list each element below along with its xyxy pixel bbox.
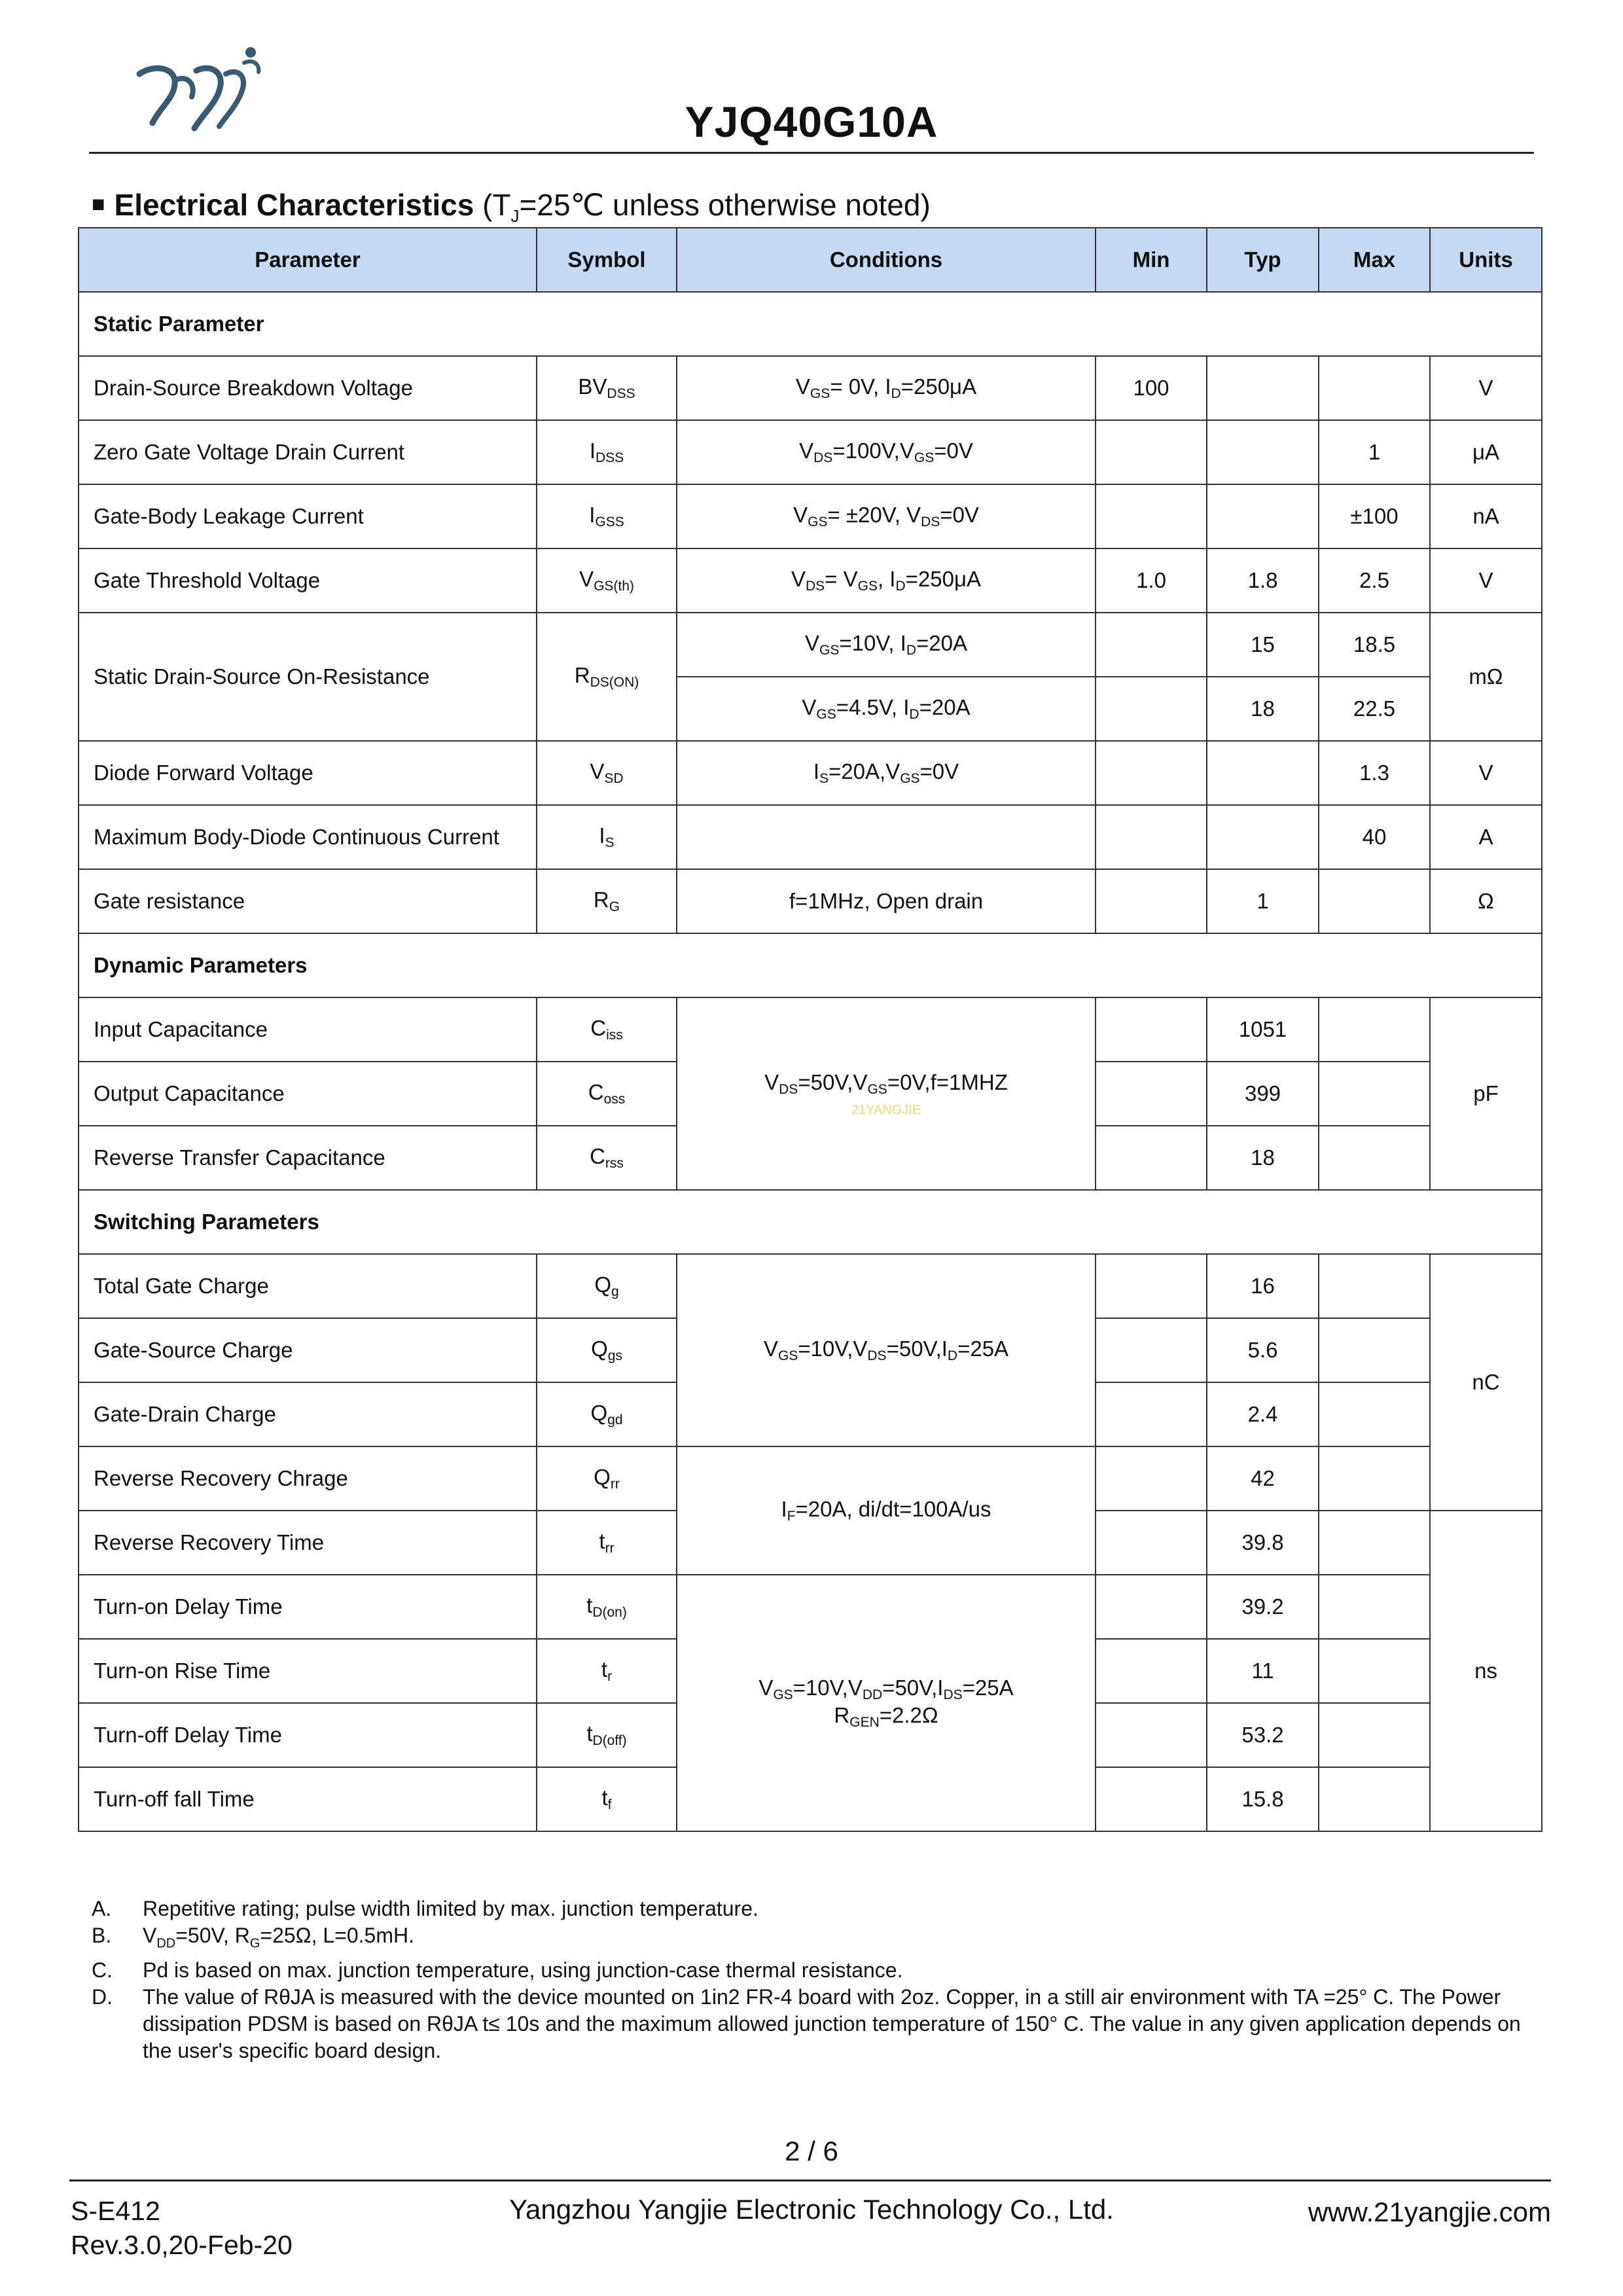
table-header-row xyxy=(79,228,1542,292)
symbol-cell: $Q_{gd}$ xyxy=(537,1382,677,1446)
condition-cell: $V_{GS}=10V,V_{DS}=50V,I_D=25A$ xyxy=(677,1254,1096,1446)
max-cell xyxy=(1319,1126,1430,1190)
typ-cell: 2.4 xyxy=(1207,1382,1319,1446)
section-label: Static Parameter xyxy=(79,292,1542,356)
symbol-cell: $BV_{DSS}$ xyxy=(537,356,677,420)
max-cell: 1 xyxy=(1319,420,1430,484)
condition-cell xyxy=(677,805,1096,869)
param-cell: Drain-Source Breakdown Voltage xyxy=(79,356,537,420)
header-symbol: Symbol xyxy=(537,228,677,292)
footnote-a: A. Repetitive rating; pulse width limited by max. junction temperature. xyxy=(92,1897,758,1920)
company-name: Yangzhou Yangjie Electronic Technology Co., Ltd. xyxy=(509,2194,1114,2225)
header-divider xyxy=(89,152,1534,154)
header-typ: Typ xyxy=(1207,228,1319,292)
param-cell: Total Gate Charge xyxy=(79,1254,537,1318)
max-cell xyxy=(1319,1382,1430,1446)
symbol-cell: $t_f$ xyxy=(537,1767,677,1831)
table-row xyxy=(79,1575,1542,1639)
min-cell xyxy=(1096,1126,1207,1190)
max-cell: 1.3 xyxy=(1319,741,1430,805)
max-cell: 18.5 xyxy=(1319,613,1430,677)
symbol-cell: $t_{rr}$ xyxy=(537,1511,677,1575)
condition-cell: $V_{DS}=100V,V_{GS}=0V$ xyxy=(677,420,1096,484)
typ-cell: 16 xyxy=(1207,1254,1319,1318)
condition-cell: f=1MHz, Open drain xyxy=(677,869,1096,933)
min-cell xyxy=(1096,997,1207,1062)
param-cell: Turn-on Rise Time xyxy=(79,1639,537,1703)
symbol-cell: $I_{DSS}$ xyxy=(537,420,677,484)
units-cell: Ω xyxy=(1430,869,1542,933)
table-row xyxy=(79,548,1542,613)
typ-cell: 399 xyxy=(1207,1062,1319,1126)
max-cell xyxy=(1319,997,1430,1062)
doc-revision: Rev.3.0,20-Feb-20 xyxy=(71,2230,293,2260)
max-cell xyxy=(1319,1511,1430,1575)
typ-cell: 11 xyxy=(1207,1639,1319,1703)
symbol-cell: $V_{GS(th)}$ xyxy=(537,548,677,613)
min-cell xyxy=(1096,1382,1207,1446)
min-cell xyxy=(1096,677,1207,741)
table-row xyxy=(79,356,1542,420)
page-number: 2 / 6 xyxy=(785,2136,838,2166)
max-cell xyxy=(1319,1575,1430,1639)
max-cell xyxy=(1319,1318,1430,1382)
units-cell: nC xyxy=(1430,1254,1542,1511)
min-cell xyxy=(1096,741,1207,805)
typ-cell xyxy=(1207,741,1319,805)
units-cell: mΩ xyxy=(1430,613,1542,741)
units-cell: A xyxy=(1430,805,1542,869)
typ-cell: 53.2 xyxy=(1207,1703,1319,1767)
header-conditions: Conditions xyxy=(677,228,1096,292)
typ-cell: 39.2 xyxy=(1207,1575,1319,1639)
units-cell: V xyxy=(1430,356,1542,420)
units-cell: nA xyxy=(1430,484,1542,548)
typ-cell: 18 xyxy=(1207,677,1319,741)
footer-divider xyxy=(69,2179,1551,2181)
table-row xyxy=(79,741,1542,805)
param-cell: Turn-off fall Time xyxy=(79,1767,537,1831)
max-cell xyxy=(1319,356,1430,420)
max-cell xyxy=(1319,1703,1430,1767)
condition-cell: $V_{GS}=10V,V_{DD}=50V,I_{DS}=25A$ $R_{GEN}=2.2\Omega$ xyxy=(677,1575,1096,1831)
min-cell xyxy=(1096,1639,1207,1703)
min-cell xyxy=(1096,1575,1207,1639)
table-row xyxy=(79,613,1542,677)
min-cell: 1.0 xyxy=(1096,548,1207,613)
param-cell: Gate Threshold Voltage xyxy=(79,548,537,613)
typ-cell xyxy=(1207,356,1319,420)
footnotes xyxy=(92,1895,1531,2064)
max-cell xyxy=(1319,1446,1430,1511)
param-cell: Turn-off Delay Time xyxy=(79,1703,537,1767)
max-cell: 2.5 xyxy=(1319,548,1430,613)
min-cell xyxy=(1096,613,1207,677)
section-heading-condition: ($T_J=25℃$ unless otherwise noted) xyxy=(482,188,931,226)
symbol-cell: $Q_{gs}$ xyxy=(537,1318,677,1382)
typ-cell: 5.6 xyxy=(1207,1318,1319,1382)
symbol-cell: $C_{oss}$ xyxy=(537,1062,677,1126)
min-cell xyxy=(1096,805,1207,869)
doc-code: S-E412 xyxy=(71,2196,160,2226)
symbol-cell: $C_{rss}$ xyxy=(537,1126,677,1190)
param-cell: Diode Forward Voltage xyxy=(79,741,537,805)
units-cell: pF xyxy=(1430,997,1542,1190)
min-cell xyxy=(1096,1703,1207,1767)
typ-cell: 39.8 xyxy=(1207,1511,1319,1575)
header-units: Units xyxy=(1430,228,1542,292)
condition-cell: $V_{GS}= \pm 20V$, $V_{DS}=0V$ xyxy=(677,484,1096,548)
bullet-square-icon: ■ xyxy=(92,192,105,217)
min-cell xyxy=(1096,869,1207,933)
param-cell: Gate resistance xyxy=(79,869,537,933)
typ-cell: 15 xyxy=(1207,613,1319,677)
max-cell: ±100 xyxy=(1319,484,1430,548)
typ-cell xyxy=(1207,484,1319,548)
min-cell xyxy=(1096,1511,1207,1575)
max-cell: 22.5 xyxy=(1319,677,1430,741)
min-cell xyxy=(1096,1446,1207,1511)
section-row-dynamic xyxy=(79,933,1542,997)
condition-cell: $V_{GS}=4.5V$, $I_D=20A$ xyxy=(677,677,1096,741)
condition-cell: $V_{GS}=10V$, $I_D=20A$ xyxy=(677,613,1096,677)
typ-cell: 18 xyxy=(1207,1126,1319,1190)
symbol-cell: $V_{SD}$ xyxy=(537,741,677,805)
param-cell: Output Capacitance xyxy=(79,1062,537,1126)
symbol-cell: $t_{D(off)}$ xyxy=(537,1703,677,1767)
symbol-cell: $t_r$ xyxy=(537,1639,677,1703)
param-cell: Gate-Drain Charge xyxy=(79,1382,537,1446)
min-cell xyxy=(1096,484,1207,548)
param-cell: Maximum Body-Diode Continuous Current xyxy=(79,805,537,869)
footnote-d: D. The value of RθJA is measured with the device mounted on 1in2 FR-4 board with 2oz. Copper, in a still air environment with TA =25° C. The Power dissipation PDSM is based on RθJA t≤ 10s and the maximum allowed junction temperature of 150° C. The value in any given application depends on the user's specific board design. xyxy=(92,1985,1521,2063)
section-label: Switching Parameters xyxy=(79,1190,1542,1254)
typ-cell xyxy=(1207,805,1319,869)
condition-cell: $V_{DS}=50V,V_{GS}=0V,f=1MHZ$ 21YANGJIE xyxy=(677,997,1096,1190)
max-cell xyxy=(1319,1639,1430,1703)
table-row xyxy=(79,869,1542,933)
min-cell xyxy=(1096,1318,1207,1382)
typ-cell xyxy=(1207,420,1319,484)
min-cell xyxy=(1096,1767,1207,1831)
table-row xyxy=(79,997,1542,1062)
condition-cell: $V_{GS}= 0V$, $I_D=250\mu A$ xyxy=(677,356,1096,420)
footnote-c: C. Pd is based on max. junction temperature, using junction-case thermal resistance. xyxy=(92,1958,903,1982)
section-heading-title: Electrical Characteristics xyxy=(114,188,474,222)
section-row-static xyxy=(79,292,1542,356)
symbol-cell: $C_{iss}$ xyxy=(537,997,677,1062)
units-cell: V xyxy=(1430,741,1542,805)
min-cell xyxy=(1096,1254,1207,1318)
param-cell: Gate-Source Charge xyxy=(79,1318,537,1382)
section-label: Dynamic Parameters xyxy=(79,933,1542,997)
param-cell: Static Drain-Source On-Resistance xyxy=(79,613,537,741)
document-title: YJQ40G10A xyxy=(685,98,938,146)
footnote-b: B. $V_{DD}=50V$, $R_G=25\Omega$, L=0.5mH. xyxy=(92,1924,414,1951)
typ-cell: 1 xyxy=(1207,869,1319,933)
watermark: 21YANGJIE xyxy=(851,1102,921,1117)
units-cell: ns xyxy=(1430,1511,1542,1831)
param-cell: Reverse Recovery Chrage xyxy=(79,1446,537,1511)
param-cell: Gate-Body Leakage Current xyxy=(79,484,537,548)
min-cell xyxy=(1096,1062,1207,1126)
typ-cell: 42 xyxy=(1207,1446,1319,1511)
symbol-cell: $I_S$ xyxy=(537,805,677,869)
max-cell xyxy=(1319,869,1430,933)
condition-cell: $I_F=20A$, di/dt=100A/us xyxy=(677,1446,1096,1575)
units-cell: V xyxy=(1430,548,1542,613)
symbol-cell: $R_{DS(ON)}$ xyxy=(537,613,677,741)
header-min: Min xyxy=(1096,228,1207,292)
section-heading xyxy=(92,187,931,226)
max-cell xyxy=(1319,1767,1430,1831)
symbol-cell: $I_{GSS}$ xyxy=(537,484,677,548)
min-cell xyxy=(1096,420,1207,484)
units-cell: μA xyxy=(1430,420,1542,484)
table-row xyxy=(79,805,1542,869)
symbol-cell: $R_G$ xyxy=(537,869,677,933)
param-cell: Input Capacitance xyxy=(79,997,537,1062)
param-cell: Turn-on Delay Time xyxy=(79,1575,537,1639)
header-parameter: Parameter xyxy=(79,228,537,292)
symbol-cell: $Q_g$ xyxy=(537,1254,677,1318)
symbol-cell: $t_{D(on)}$ xyxy=(537,1575,677,1639)
header-max: Max xyxy=(1319,228,1430,292)
typ-cell: 1.8 xyxy=(1207,548,1319,613)
param-cell: Reverse Transfer Capacitance xyxy=(79,1126,537,1190)
max-cell xyxy=(1319,1254,1430,1318)
param-cell: Zero Gate Voltage Drain Current xyxy=(79,420,537,484)
param-cell: Reverse Recovery Time xyxy=(79,1511,537,1575)
max-cell xyxy=(1319,1062,1430,1126)
table-row xyxy=(79,484,1542,548)
symbol-cell: $Q_{rr}$ xyxy=(537,1446,677,1511)
electrical-characteristics-table xyxy=(78,227,1543,1832)
table-row xyxy=(79,420,1542,484)
table-row xyxy=(79,1446,1542,1511)
min-cell: 100 xyxy=(1096,356,1207,420)
typ-cell: 15.8 xyxy=(1207,1767,1319,1831)
condition-cell: $V_{DS}= V_{GS}$, $I_D=250\mu A$ xyxy=(677,548,1096,613)
website-link[interactable]: www.21yangjie.com xyxy=(1308,2197,1551,2227)
table-row xyxy=(79,1254,1542,1318)
condition-cell: $I_S=20A,V_{GS}=0V$ xyxy=(677,741,1096,805)
typ-cell: 1051 xyxy=(1207,997,1319,1062)
max-cell: 40 xyxy=(1319,805,1430,869)
section-row-switching xyxy=(79,1190,1542,1254)
